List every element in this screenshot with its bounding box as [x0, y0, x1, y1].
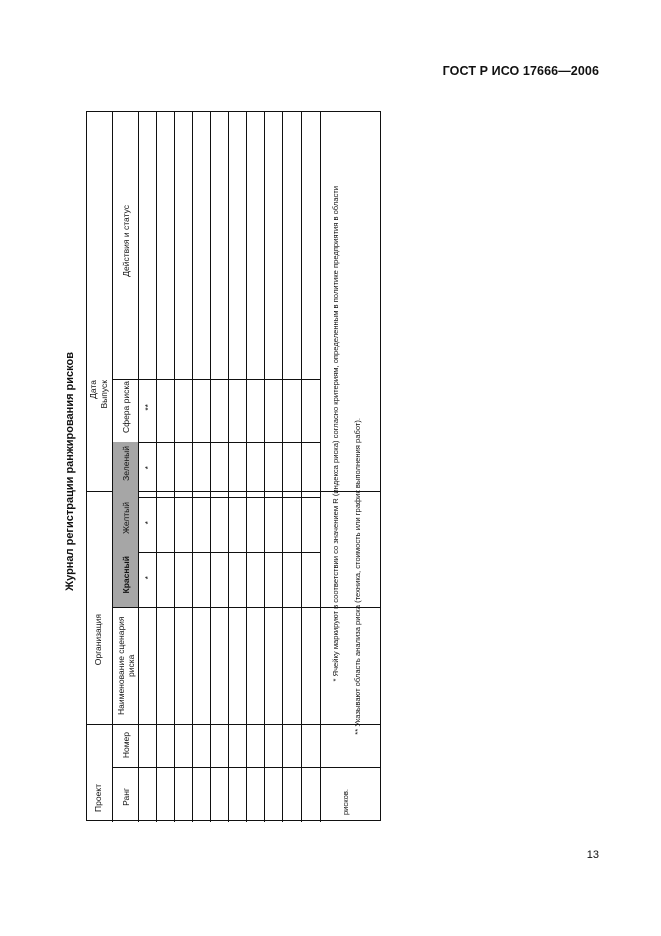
date-label: Дата — [88, 380, 98, 399]
row-separator — [174, 112, 175, 822]
yellow-mark: * — [143, 521, 153, 525]
col-separator — [113, 552, 320, 553]
issue-label: Выпуск — [99, 380, 109, 409]
red-header: Красный — [121, 556, 131, 594]
risk-area-header: Сфера риска — [121, 381, 131, 434]
journal-title: Журнал регистрации ранжирования рисков — [64, 352, 76, 591]
green-header: Зеленый — [121, 446, 131, 481]
footnote-single-star: * Ячейку маркируют в соответствии со значением R (индекса риска) согласно критериям, определенным в политике предприятия в области — [331, 186, 340, 682]
green-mark: * — [143, 466, 153, 470]
row-separator — [301, 112, 302, 822]
row-separator — [138, 112, 139, 822]
project-label: Проект — [93, 784, 103, 812]
yellow-header: Желтый — [121, 502, 131, 534]
row-separator — [264, 112, 265, 822]
scenario-name-header: Наименование сценария риска — [116, 616, 136, 716]
number-header: Номер — [121, 732, 131, 759]
col-separator — [113, 497, 320, 498]
row-separator — [228, 112, 229, 822]
risk-area-mark: ** — [143, 404, 153, 411]
col-separator — [113, 442, 320, 443]
red-mark: * — [143, 576, 153, 580]
row-separator — [320, 112, 321, 822]
footnote-double-star: ** Указывают область анализа риска (техника, стоимость или график выполнения работ). — [353, 418, 362, 735]
footnote-single-star-continued: рисков. — [341, 789, 350, 816]
page-number: 13 — [586, 849, 599, 861]
row-separator — [156, 112, 157, 822]
col-separator — [87, 724, 380, 725]
risk-ranking-table — [86, 111, 381, 821]
row-separator — [246, 112, 247, 822]
row-separator — [192, 112, 193, 822]
row-separator — [282, 112, 283, 822]
document-code: ГОСТ Р ИСО 17666—2006 — [442, 64, 599, 78]
row-separator — [210, 112, 211, 822]
actions-status-header: Действия и статус — [121, 205, 131, 277]
col-separator — [113, 379, 320, 380]
organization-label: Организация — [93, 614, 103, 666]
rank-header: Ранг — [121, 788, 131, 806]
